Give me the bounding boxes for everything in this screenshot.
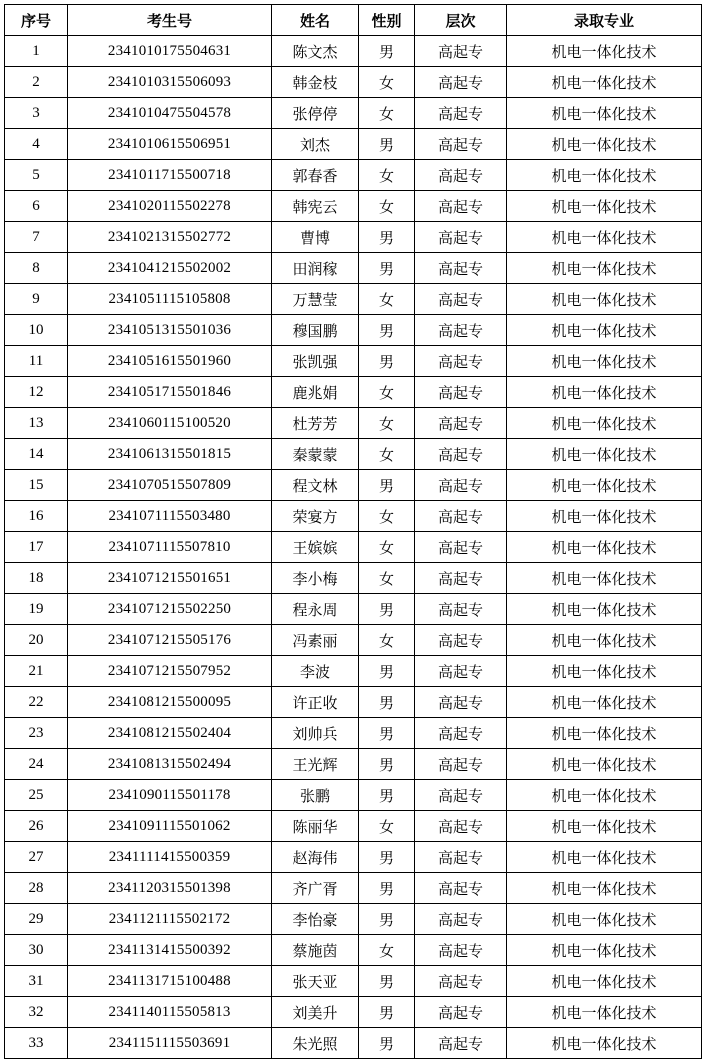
level: 高起专 (415, 811, 507, 842)
table-row (5, 532, 702, 563)
exam-number: 2341081215500095 (68, 687, 272, 718)
student-name: 朱光照 (272, 1028, 359, 1059)
exam-number: 2341151115503691 (68, 1028, 272, 1059)
level: 高起专 (415, 408, 507, 439)
row-index: 31 (5, 966, 68, 997)
gender: 男 (359, 749, 415, 780)
level: 高起专 (415, 439, 507, 470)
level: 高起专 (415, 997, 507, 1028)
major: 机电一体化技术 (507, 67, 702, 98)
exam-number: 2341071215501651 (68, 563, 272, 594)
student-name: 李小梅 (272, 563, 359, 594)
major: 机电一体化技术 (507, 408, 702, 439)
gender: 男 (359, 997, 415, 1028)
exam-number: 2341081315502494 (68, 749, 272, 780)
exam-number: 2341051315501036 (68, 315, 272, 346)
table-row (5, 966, 702, 997)
student-name: 王嫔嫔 (272, 532, 359, 563)
student-name: 穆国鹏 (272, 315, 359, 346)
gender: 女 (359, 532, 415, 563)
student-name: 李怡豪 (272, 904, 359, 935)
table-row (5, 904, 702, 935)
table-row (5, 563, 702, 594)
major: 机电一体化技术 (507, 532, 702, 563)
table-row (5, 377, 702, 408)
header-level: 层次 (415, 5, 507, 36)
table-row (5, 160, 702, 191)
exam-number: 2341111415500359 (68, 842, 272, 873)
major: 机电一体化技术 (507, 563, 702, 594)
row-index: 24 (5, 749, 68, 780)
level: 高起专 (415, 780, 507, 811)
exam-number: 2341051615501960 (68, 346, 272, 377)
table-row (5, 98, 702, 129)
exam-number: 2341120315501398 (68, 873, 272, 904)
exam-number: 2341071115503480 (68, 501, 272, 532)
student-name: 程永周 (272, 594, 359, 625)
level: 高起专 (415, 718, 507, 749)
level: 高起专 (415, 129, 507, 160)
major: 机电一体化技术 (507, 904, 702, 935)
gender: 男 (359, 253, 415, 284)
major: 机电一体化技术 (507, 36, 702, 67)
student-name: 张凯强 (272, 346, 359, 377)
table-row (5, 501, 702, 532)
table-row (5, 594, 702, 625)
level: 高起专 (415, 842, 507, 873)
exam-number: 2341020115502278 (68, 191, 272, 222)
exam-number: 2341131715100488 (68, 966, 272, 997)
level: 高起专 (415, 532, 507, 563)
gender: 女 (359, 408, 415, 439)
row-index: 10 (5, 315, 68, 346)
table-row (5, 439, 702, 470)
row-index: 25 (5, 780, 68, 811)
row-index: 6 (5, 191, 68, 222)
major: 机电一体化技术 (507, 315, 702, 346)
table-row (5, 470, 702, 501)
table-row (5, 780, 702, 811)
header-exam-number: 考生号 (68, 5, 272, 36)
level: 高起专 (415, 191, 507, 222)
exam-number: 2341140115505813 (68, 997, 272, 1028)
row-index: 5 (5, 160, 68, 191)
gender: 女 (359, 67, 415, 98)
exam-number: 2341071115507810 (68, 532, 272, 563)
gender: 男 (359, 687, 415, 718)
student-name: 张停停 (272, 98, 359, 129)
exam-number: 2341010315506093 (68, 67, 272, 98)
gender: 男 (359, 966, 415, 997)
row-index: 4 (5, 129, 68, 160)
exam-number: 2341071215507952 (68, 656, 272, 687)
level: 高起专 (415, 625, 507, 656)
table-row (5, 811, 702, 842)
exam-number: 2341121115502172 (68, 904, 272, 935)
row-index: 19 (5, 594, 68, 625)
major: 机电一体化技术 (507, 811, 702, 842)
row-index: 7 (5, 222, 68, 253)
level: 高起专 (415, 563, 507, 594)
table-row (5, 749, 702, 780)
gender: 男 (359, 36, 415, 67)
student-name: 刘美升 (272, 997, 359, 1028)
table-row (5, 191, 702, 222)
table-row (5, 935, 702, 966)
level: 高起专 (415, 222, 507, 253)
level: 高起专 (415, 470, 507, 501)
level: 高起专 (415, 904, 507, 935)
level: 高起专 (415, 594, 507, 625)
header-gender: 性别 (359, 5, 415, 36)
major: 机电一体化技术 (507, 656, 702, 687)
major: 机电一体化技术 (507, 625, 702, 656)
gender: 女 (359, 811, 415, 842)
gender: 男 (359, 594, 415, 625)
level: 高起专 (415, 346, 507, 377)
major: 机电一体化技术 (507, 1028, 702, 1059)
student-name: 许正收 (272, 687, 359, 718)
student-name: 郭春香 (272, 160, 359, 191)
gender: 男 (359, 1028, 415, 1059)
major: 机电一体化技术 (507, 718, 702, 749)
exam-number: 2341071215505176 (68, 625, 272, 656)
exam-number: 2341090115501178 (68, 780, 272, 811)
table-row (5, 1028, 702, 1059)
table-row (5, 129, 702, 160)
gender: 男 (359, 873, 415, 904)
row-index: 12 (5, 377, 68, 408)
table-body (5, 36, 702, 1059)
major: 机电一体化技术 (507, 222, 702, 253)
admission-list-sheet (4, 4, 701, 1060)
table-row (5, 997, 702, 1028)
student-name: 刘帅兵 (272, 718, 359, 749)
table-row (5, 656, 702, 687)
table-row (5, 284, 702, 315)
level: 高起专 (415, 966, 507, 997)
row-index: 21 (5, 656, 68, 687)
gender: 女 (359, 501, 415, 532)
row-index: 29 (5, 904, 68, 935)
row-index: 32 (5, 997, 68, 1028)
major: 机电一体化技术 (507, 439, 702, 470)
table-row (5, 67, 702, 98)
student-name: 李波 (272, 656, 359, 687)
gender: 女 (359, 191, 415, 222)
gender: 男 (359, 718, 415, 749)
row-index: 14 (5, 439, 68, 470)
gender: 女 (359, 935, 415, 966)
student-name: 万慧莹 (272, 284, 359, 315)
level: 高起专 (415, 501, 507, 532)
gender: 男 (359, 315, 415, 346)
gender: 男 (359, 222, 415, 253)
level: 高起专 (415, 1028, 507, 1059)
row-index: 28 (5, 873, 68, 904)
student-name: 张鹏 (272, 780, 359, 811)
student-name: 蔡施茵 (272, 935, 359, 966)
major: 机电一体化技术 (507, 377, 702, 408)
student-name: 陈文杰 (272, 36, 359, 67)
exam-number: 2341010475504578 (68, 98, 272, 129)
major: 机电一体化技术 (507, 749, 702, 780)
gender: 女 (359, 377, 415, 408)
gender: 男 (359, 842, 415, 873)
header-index: 序号 (5, 5, 68, 36)
major: 机电一体化技术 (507, 501, 702, 532)
table-row (5, 873, 702, 904)
exam-number: 2341131415500392 (68, 935, 272, 966)
major: 机电一体化技术 (507, 284, 702, 315)
level: 高起专 (415, 377, 507, 408)
exam-number: 2341060115100520 (68, 408, 272, 439)
exam-number: 2341010175504631 (68, 36, 272, 67)
exam-number: 2341081215502404 (68, 718, 272, 749)
gender: 男 (359, 346, 415, 377)
student-name: 刘杰 (272, 129, 359, 160)
row-index: 15 (5, 470, 68, 501)
exam-number: 2341021315502772 (68, 222, 272, 253)
level: 高起专 (415, 160, 507, 191)
gender: 女 (359, 563, 415, 594)
level: 高起专 (415, 749, 507, 780)
exam-number: 2341051715501846 (68, 377, 272, 408)
row-index: 20 (5, 625, 68, 656)
level: 高起专 (415, 873, 507, 904)
exam-number: 2341051115105808 (68, 284, 272, 315)
student-name: 陈丽华 (272, 811, 359, 842)
exam-number: 2341011715500718 (68, 160, 272, 191)
gender: 男 (359, 129, 415, 160)
student-name: 程文林 (272, 470, 359, 501)
exam-number: 2341010615506951 (68, 129, 272, 160)
level: 高起专 (415, 67, 507, 98)
admission-table (4, 4, 702, 1059)
row-index: 18 (5, 563, 68, 594)
major: 机电一体化技术 (507, 191, 702, 222)
exam-number: 2341070515507809 (68, 470, 272, 501)
row-index: 33 (5, 1028, 68, 1059)
row-index: 1 (5, 36, 68, 67)
row-index: 11 (5, 346, 68, 377)
student-name: 张天亚 (272, 966, 359, 997)
major: 机电一体化技术 (507, 253, 702, 284)
row-index: 26 (5, 811, 68, 842)
level: 高起专 (415, 687, 507, 718)
student-name: 韩宪云 (272, 191, 359, 222)
major: 机电一体化技术 (507, 935, 702, 966)
header-name: 姓名 (272, 5, 359, 36)
table-row (5, 842, 702, 873)
row-index: 27 (5, 842, 68, 873)
row-index: 13 (5, 408, 68, 439)
major: 机电一体化技术 (507, 687, 702, 718)
level: 高起专 (415, 98, 507, 129)
exam-number: 2341061315501815 (68, 439, 272, 470)
gender: 男 (359, 470, 415, 501)
gender: 女 (359, 439, 415, 470)
gender: 女 (359, 98, 415, 129)
major: 机电一体化技术 (507, 346, 702, 377)
table-row (5, 625, 702, 656)
header-major: 录取专业 (507, 5, 702, 36)
major: 机电一体化技术 (507, 997, 702, 1028)
row-index: 3 (5, 98, 68, 129)
student-name: 王光辉 (272, 749, 359, 780)
table-row (5, 718, 702, 749)
student-name: 曹博 (272, 222, 359, 253)
table-row (5, 408, 702, 439)
gender: 女 (359, 625, 415, 656)
student-name: 荣宴方 (272, 501, 359, 532)
table-row (5, 253, 702, 284)
level: 高起专 (415, 253, 507, 284)
exam-number: 2341071215502250 (68, 594, 272, 625)
student-name: 冯素丽 (272, 625, 359, 656)
row-index: 8 (5, 253, 68, 284)
row-index: 23 (5, 718, 68, 749)
row-index: 17 (5, 532, 68, 563)
level: 高起专 (415, 36, 507, 67)
level: 高起专 (415, 315, 507, 346)
major: 机电一体化技术 (507, 160, 702, 191)
major: 机电一体化技术 (507, 873, 702, 904)
header-row (5, 5, 702, 36)
row-index: 30 (5, 935, 68, 966)
student-name: 赵海伟 (272, 842, 359, 873)
exam-number: 2341091115501062 (68, 811, 272, 842)
major: 机电一体化技术 (507, 98, 702, 129)
row-index: 2 (5, 67, 68, 98)
major: 机电一体化技术 (507, 470, 702, 501)
student-name: 杜芳芳 (272, 408, 359, 439)
student-name: 秦蒙蒙 (272, 439, 359, 470)
table-row (5, 222, 702, 253)
table-row (5, 36, 702, 67)
gender: 男 (359, 656, 415, 687)
row-index: 9 (5, 284, 68, 315)
student-name: 鹿兆娟 (272, 377, 359, 408)
exam-number: 2341041215502002 (68, 253, 272, 284)
student-name: 齐广胥 (272, 873, 359, 904)
major: 机电一体化技术 (507, 842, 702, 873)
student-name: 韩金枝 (272, 67, 359, 98)
level: 高起专 (415, 284, 507, 315)
gender: 女 (359, 284, 415, 315)
major: 机电一体化技术 (507, 129, 702, 160)
major: 机电一体化技术 (507, 594, 702, 625)
table-row (5, 346, 702, 377)
student-name: 田润稼 (272, 253, 359, 284)
gender: 男 (359, 904, 415, 935)
major: 机电一体化技术 (507, 780, 702, 811)
table-header (5, 5, 702, 36)
level: 高起专 (415, 656, 507, 687)
row-index: 22 (5, 687, 68, 718)
level: 高起专 (415, 935, 507, 966)
gender: 女 (359, 160, 415, 191)
gender: 男 (359, 780, 415, 811)
row-index: 16 (5, 501, 68, 532)
table-row (5, 315, 702, 346)
table-row (5, 687, 702, 718)
major: 机电一体化技术 (507, 966, 702, 997)
